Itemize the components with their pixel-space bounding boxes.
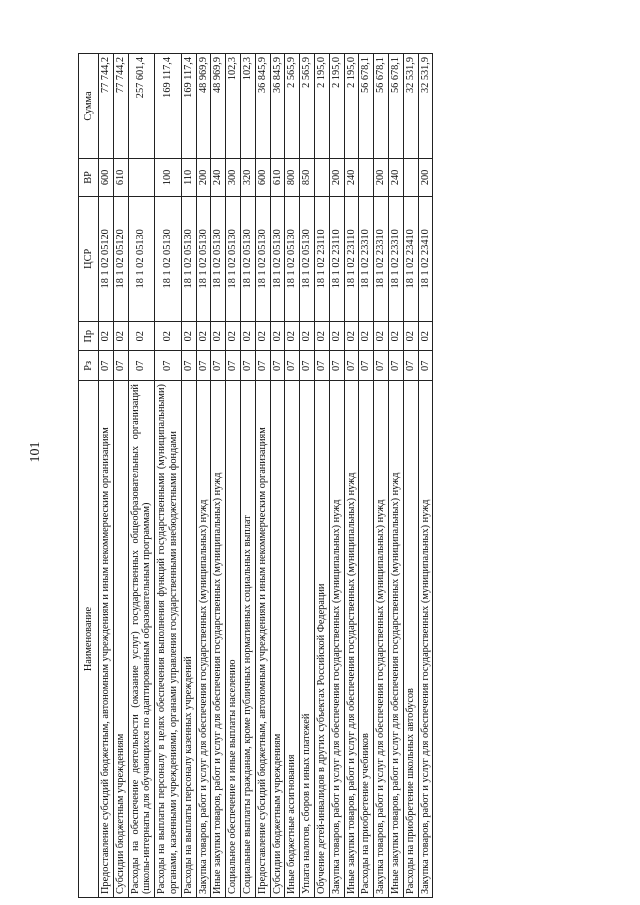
cell-name: Социальные выплаты гражданам, кроме публичных нормативных социальных выплат: [240, 381, 255, 898]
header-csr: ЦСР: [79, 196, 99, 321]
budget-table: [78, 53, 433, 898]
cell-vr: 200: [418, 159, 433, 197]
cell-rz: 07: [240, 351, 255, 381]
cell-csr: 18 1 02 05130: [240, 196, 255, 321]
cell-vr: 100: [155, 159, 182, 197]
cell-rz: 07: [314, 351, 329, 381]
cell-name: Закупка товаров, работ и услуг для обеспечения государственных (муниципальных) нужд: [329, 381, 344, 898]
cell-pr: 02: [181, 321, 196, 351]
cell-sum: 77 744,2: [99, 54, 114, 159]
cell-pr: 02: [196, 321, 211, 351]
cell-csr: 18 1 02 23110: [314, 196, 329, 321]
cell-sum: 257 601,4: [128, 54, 155, 159]
table-row: [329, 54, 344, 898]
cell-sum: 77 744,2: [113, 54, 128, 159]
cell-vr: 300: [226, 159, 241, 197]
cell-csr: 18 1 02 05120: [113, 196, 128, 321]
cell-vr: 110: [181, 159, 196, 197]
page-number: 101: [28, 441, 43, 463]
cell-csr: 18 1 02 05130: [270, 196, 285, 321]
cell-sum: 56 678,1: [359, 54, 374, 159]
cell-rz: 07: [99, 351, 114, 381]
cell-sum: 36 845,9: [255, 54, 270, 159]
cell-vr: 240: [211, 159, 226, 197]
cell-sum: 2 195,0: [314, 54, 329, 159]
rotated-page: [78, 53, 562, 898]
cell-sum: 102,3: [226, 54, 241, 159]
cell-name: Расходы на выплаты персоналу в целях обеспечения выполнения функций государственными (муниципальными) органами, казенными учреждениями, органами управления государственными внебюджетными фондами: [155, 381, 182, 898]
cell-sum: 48 969,9: [196, 54, 211, 159]
cell-pr: 02: [226, 321, 241, 351]
cell-rz: 07: [329, 351, 344, 381]
cell-name: Иные закупки товаров, работ и услуг для обеспечения государственных (муниципальных) нужд: [344, 381, 359, 898]
cell-name: Расходы на приобретение школьных автобусов: [403, 381, 418, 898]
cell-rz: 07: [418, 351, 433, 381]
cell-sum: 32 531,9: [418, 54, 433, 159]
cell-pr: 02: [128, 321, 155, 351]
cell-pr: 02: [359, 321, 374, 351]
cell-sum: 2 565,9: [285, 54, 300, 159]
table-row: [155, 54, 182, 898]
cell-pr: 02: [314, 321, 329, 351]
cell-name: Обучение детей-инвалидов в других субъектах Российской Федерации: [314, 381, 329, 898]
cell-csr: 18 1 02 23410: [418, 196, 433, 321]
cell-pr: 02: [329, 321, 344, 351]
cell-vr: [403, 159, 418, 197]
cell-sum: 48 969,9: [211, 54, 226, 159]
cell-csr: 18 1 02 05130: [255, 196, 270, 321]
cell-name: Социальное обеспечение и иные выплаты населению: [226, 381, 241, 898]
table-header-row: [79, 54, 99, 898]
cell-vr: 600: [99, 159, 114, 197]
cell-vr: 320: [240, 159, 255, 197]
cell-name: Расходы на выплаты персоналу казенных учреждений: [181, 381, 196, 898]
cell-csr: 18 1 02 05130: [300, 196, 315, 321]
cell-vr: 800: [285, 159, 300, 197]
cell-pr: 02: [418, 321, 433, 351]
cell-pr: 02: [344, 321, 359, 351]
table-row: [240, 54, 255, 898]
table-row: [314, 54, 329, 898]
cell-rz: 07: [285, 351, 300, 381]
cell-name: Расходы на приобретение учебников: [359, 381, 374, 898]
cell-pr: 02: [211, 321, 226, 351]
table-row: [255, 54, 270, 898]
cell-csr: 18 1 02 05130: [196, 196, 211, 321]
cell-name: Субсидии бюджетным учреждениям: [113, 381, 128, 898]
cell-rz: 07: [196, 351, 211, 381]
cell-vr: 610: [113, 159, 128, 197]
table-row: [403, 54, 418, 898]
cell-name: Закупка товаров, работ и услуг для обеспечения государственных (муниципальных) нужд: [374, 381, 389, 898]
cell-csr: 18 1 02 23310: [359, 196, 374, 321]
cell-vr: 200: [374, 159, 389, 197]
cell-pr: 02: [113, 321, 128, 351]
cell-rz: 07: [226, 351, 241, 381]
cell-name: Предоставление субсидий бюджетным, автономным учреждениям и иным некоммерческим организациям: [99, 381, 114, 898]
cell-rz: 07: [344, 351, 359, 381]
cell-csr: 18 1 02 05130: [155, 196, 182, 321]
table-row: [359, 54, 374, 898]
header-sum: Сумма: [79, 54, 99, 159]
cell-sum: 56 678,1: [374, 54, 389, 159]
cell-vr: [314, 159, 329, 197]
cell-name: Иные закупки товаров, работ и услуг для обеспечения государственных (муниципальных) нужд: [211, 381, 226, 898]
cell-sum: 32 531,9: [403, 54, 418, 159]
cell-name: Иные закупки товаров, работ и услуг для обеспечения государственных (муниципальных) нужд: [388, 381, 403, 898]
cell-vr: 850: [300, 159, 315, 197]
cell-sum: 2 195,0: [344, 54, 359, 159]
cell-rz: 07: [255, 351, 270, 381]
cell-csr: 18 1 02 05130: [211, 196, 226, 321]
cell-rz: 07: [374, 351, 389, 381]
header-rz: Рз: [79, 351, 99, 381]
cell-name: Закупка товаров, работ и услуг для обеспечения государственных (муниципальных) нужд: [418, 381, 433, 898]
table-row: [226, 54, 241, 898]
cell-rz: 07: [211, 351, 226, 381]
cell-name: Субсидии бюджетным учреждениям: [270, 381, 285, 898]
cell-rz: 07: [155, 351, 182, 381]
header-name: Наименование: [79, 381, 99, 898]
cell-vr: 200: [329, 159, 344, 197]
cell-pr: 02: [99, 321, 114, 351]
table-row: [300, 54, 315, 898]
cell-name: Предоставление субсидий бюджетным, автономным учреждениям и иным некоммерческим организациям: [255, 381, 270, 898]
table-row: [196, 54, 211, 898]
cell-rz: 07: [388, 351, 403, 381]
table-body: [99, 54, 433, 898]
cell-sum: 169 117,4: [181, 54, 196, 159]
cell-vr: 200: [196, 159, 211, 197]
cell-rz: 07: [359, 351, 374, 381]
cell-vr: [128, 159, 155, 197]
table-row: [388, 54, 403, 898]
table-row: [285, 54, 300, 898]
cell-rz: 07: [181, 351, 196, 381]
cell-pr: 02: [155, 321, 182, 351]
table-row: [374, 54, 389, 898]
cell-csr: 18 1 02 23310: [388, 196, 403, 321]
cell-rz: 07: [113, 351, 128, 381]
table-row: [270, 54, 285, 898]
cell-csr: 18 1 02 05130: [181, 196, 196, 321]
cell-sum: 169 117,4: [155, 54, 182, 159]
cell-vr: [359, 159, 374, 197]
cell-pr: 02: [240, 321, 255, 351]
cell-csr: 18 1 02 23410: [403, 196, 418, 321]
cell-rz: 07: [270, 351, 285, 381]
cell-name: Закупка товаров, работ и услуг для обеспечения государственных (муниципальных) нужд: [196, 381, 211, 898]
table-row: [418, 54, 433, 898]
table-row: [344, 54, 359, 898]
table-row: [211, 54, 226, 898]
header-pr: Пр: [79, 321, 99, 351]
cell-pr: 02: [300, 321, 315, 351]
cell-sum: 56 678,1: [388, 54, 403, 159]
cell-csr: 18 1 02 05130: [128, 196, 155, 321]
cell-csr: 18 1 02 05130: [285, 196, 300, 321]
cell-rz: 07: [300, 351, 315, 381]
cell-csr: 18 1 02 05120: [99, 196, 114, 321]
cell-sum: 2 195,0: [329, 54, 344, 159]
cell-rz: 07: [403, 351, 418, 381]
cell-pr: 02: [403, 321, 418, 351]
cell-pr: 02: [388, 321, 403, 351]
cell-csr: 18 1 02 23110: [329, 196, 344, 321]
cell-name: Иные бюджетные ассигнования: [285, 381, 300, 898]
table-row: [128, 54, 155, 898]
table-row: [99, 54, 114, 898]
cell-vr: 240: [388, 159, 403, 197]
cell-sum: 2 565,9: [300, 54, 315, 159]
cell-vr: 240: [344, 159, 359, 197]
cell-vr: 600: [255, 159, 270, 197]
cell-name: Уплата налогов, сборов и иных платежей: [300, 381, 315, 898]
cell-pr: 02: [374, 321, 389, 351]
cell-rz: 07: [128, 351, 155, 381]
table-row: [181, 54, 196, 898]
cell-csr: 18 1 02 05130: [226, 196, 241, 321]
cell-sum: 36 845,9: [270, 54, 285, 159]
header-vr: ВР: [79, 159, 99, 197]
cell-sum: 102,3: [240, 54, 255, 159]
cell-pr: 02: [270, 321, 285, 351]
cell-name: Расходы на обеспечение деятельности (оказание услуг) государственных общеобразовательных организаций (школы-интернаты для обучающихся по адаптированным образовательным программам): [128, 381, 155, 898]
cell-csr: 18 1 02 23110: [344, 196, 359, 321]
cell-pr: 02: [285, 321, 300, 351]
table-row: [113, 54, 128, 898]
cell-pr: 02: [255, 321, 270, 351]
cell-vr: 610: [270, 159, 285, 197]
cell-csr: 18 1 02 23310: [374, 196, 389, 321]
